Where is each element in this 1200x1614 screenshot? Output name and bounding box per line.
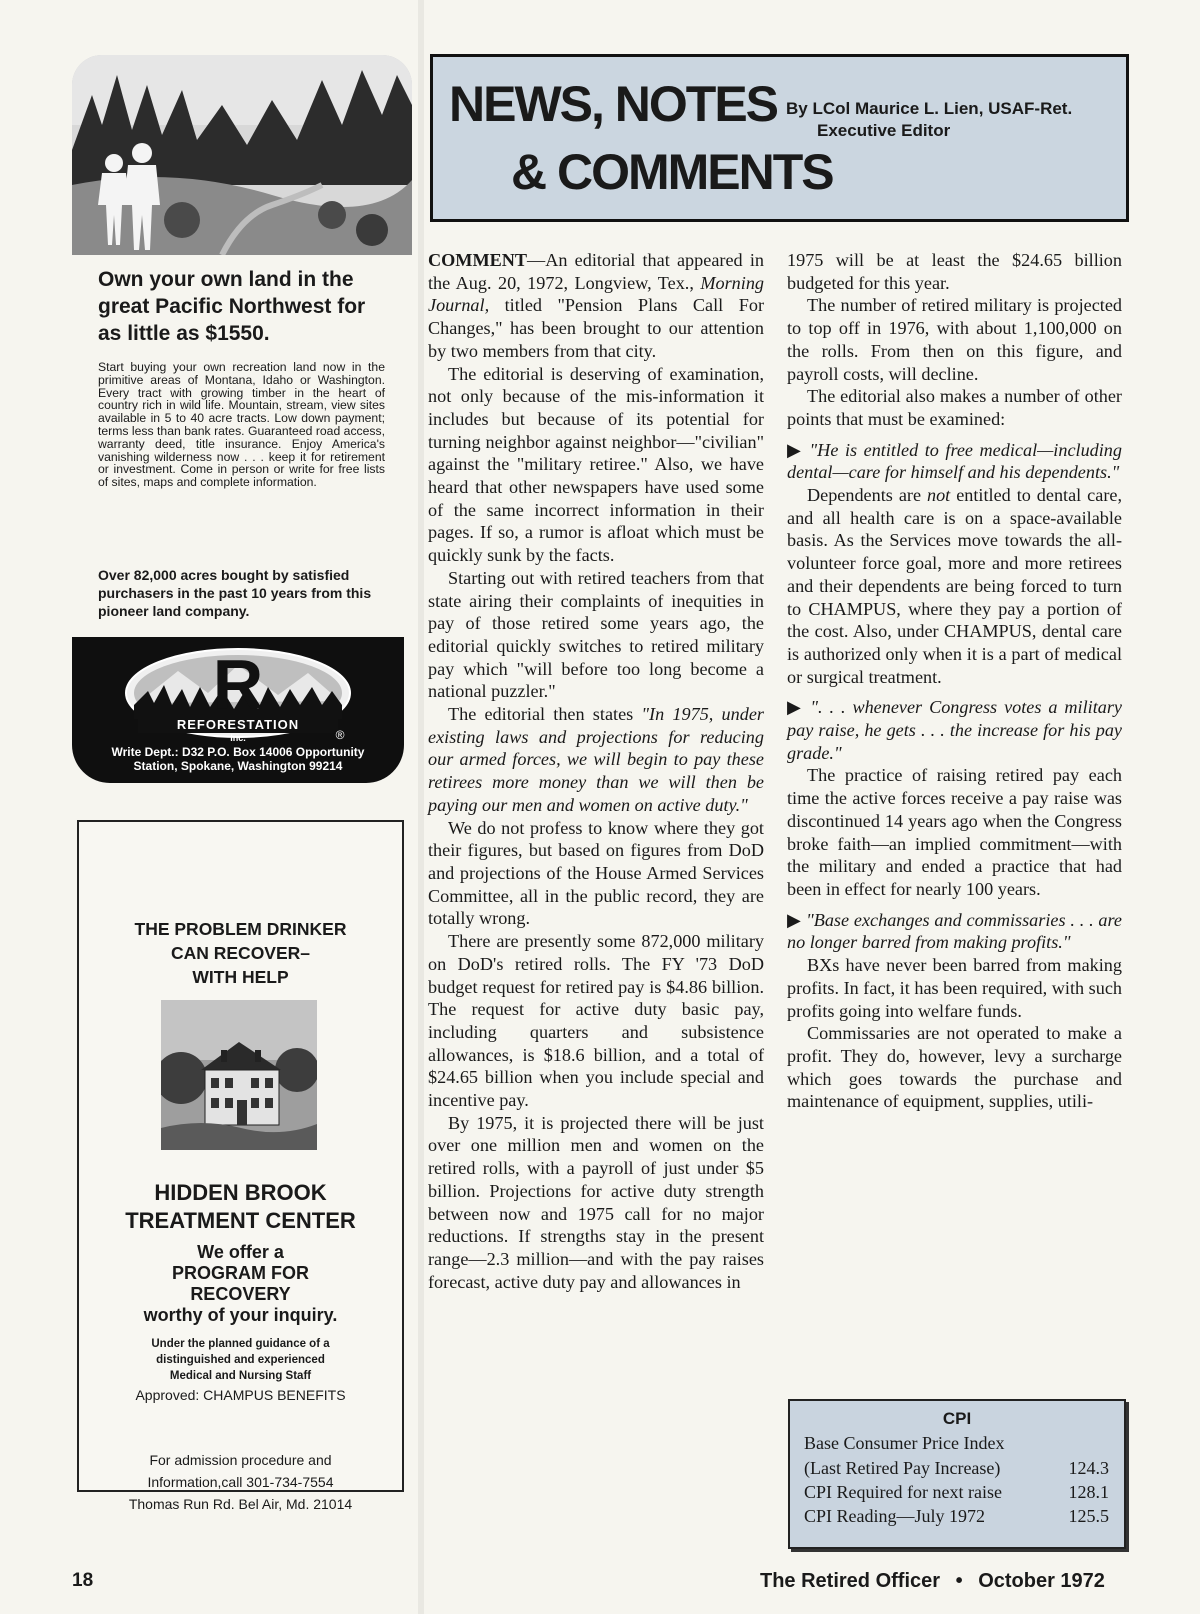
treatment-guidance-3: Medical and Nursing Staff — [169, 1370, 312, 1382]
quoted-claim — [787, 696, 1122, 764]
text-span: titled "Pension Plans Call For Changes," has been brought to our attention by two members from that city. — [428, 295, 764, 361]
treatment-name-1: HIDDEN BROOK — [154, 1180, 327, 1205]
text-span: The editorial then states — [448, 704, 642, 725]
publication-footer — [760, 1570, 1105, 1593]
cpi-label: (Last Retired Pay Increase) — [804, 1458, 1001, 1478]
bullet-icon: ▶ — [787, 697, 804, 718]
masthead-title-line-1: NEWS, NOTES — [449, 76, 778, 132]
article-paragraph: There are presently some 872,000 military on DoD's retired rolls. The FY '73 DoD budget request for retired pay is $4.86 billion. The request for active duty basic pay, including quarters and subsistence allowances, is $18.6 billion, and a total of $24.65 billion when you include special and incentive pay. — [428, 931, 764, 1111]
cpi-row-base: Base Consumer Price Index — [804, 1433, 1005, 1453]
article-paragraph: 1975 will be at least the $24.65 billion budgeted for this year. — [787, 250, 1122, 293]
treatment-headline-2: CAN RECOVER– — [170, 943, 311, 963]
treatment-offer-1: We offer a — [197, 1242, 284, 1262]
cpi-label: CPI Reading—July 1972 — [804, 1506, 986, 1526]
article-paragraph: The practice of raising retired pay each time the active forces receive a pay raise was discontinued 14 years ago when the Congress broke faith—an implied commitment—with the military and ended a practice that had been in effect for nearly 100 years. — [787, 765, 1122, 899]
wilderness-photo — [72, 55, 412, 255]
claim-text: "Base exchanges and commissaries . . . are no longer barred from making profits." — [787, 909, 1122, 953]
logo-inc: Inc. — [230, 733, 246, 743]
page-gutter — [418, 0, 424, 1614]
claim-text: "He is entitled to free medical—including dental—care for himself and his dependents." — [787, 439, 1122, 483]
article-column-1 — [428, 249, 764, 1293]
treatment-guidance-2: distinguished and experienced — [156, 1354, 325, 1366]
reforestation-logo — [118, 643, 358, 743]
logo-company-name: REFORESTATION — [176, 717, 300, 732]
editorial-quote: "In 1975, under existing laws and projections for reducing our armed forces, we will begin to pay these retirees more money than we will then be paying our men and women on active duty." — [428, 704, 764, 815]
land-ad-address — [72, 745, 404, 773]
page-number: 18 — [72, 1570, 94, 1591]
article-paragraph — [428, 249, 764, 363]
cpi-value: 125.5 — [1068, 1506, 1109, 1526]
text-span: entitled to dental care, and all health care is on a space-available basis. As the Services move towards the all-volunteer force goal, more and more retirees and their dependents are being forced to turn to CHAMPUS, where they pay a portion of the cost. Also, under CHAMPUS, dental care is authorized only when it is a part of medical or surgical treatment. — [787, 485, 1123, 687]
cpi-value: 124.3 — [1068, 1458, 1109, 1478]
treatment-contact-3: Thomas Run Rd. Bel Air, Md. 21014 — [128, 1496, 353, 1512]
treatment-name-2: TREATMENT CENTER — [125, 1208, 356, 1233]
treatment-guidance-1: Under the planned guidance of a — [151, 1338, 330, 1350]
claim-text: ". . . whenever Congress votes a military pay raise, he gets . . . the increase for his pay grade." — [787, 697, 1123, 763]
treatment-offer-3: RECOVERY — [190, 1284, 291, 1304]
treatment-offer-2: PROGRAM FOR — [172, 1263, 309, 1283]
article-paragraph: We do not profess to know where they got their figures, but based on figures from DoD and projections of the House Armed Services Committee, all in the public record, they are totally wrong. — [428, 817, 764, 929]
treatment-approved: Approved: CHAMPUS BENEFITS — [135, 1387, 346, 1403]
quoted-claim — [787, 909, 1122, 954]
treatment-center-ad — [77, 820, 404, 1512]
issue-date: October 1972 — [978, 1570, 1105, 1592]
article-paragraph — [787, 484, 1122, 688]
land-ad-headline: Own your own land in the great Pacific Northwest for as little as $1550. — [98, 268, 366, 345]
footer-separator: • — [955, 1570, 963, 1592]
article-column-2 — [787, 249, 1122, 1113]
article-paragraph: The editorial also makes a number of other points that must be examined: — [787, 386, 1122, 429]
treatment-offer-4: worthy of your inquiry. — [143, 1305, 338, 1325]
treatment-contact-2: Information,call 301-734-7554 — [147, 1474, 334, 1490]
article-paragraph: BXs have never been barred from making profits. In fact, it has been required, with such profits going into welfare funds. — [787, 955, 1122, 1021]
land-ad-body: Start buying your own recreation land now in the primitive areas of Montana, Idaho or Washington. Every tract with growing timber in the heart of country rich in wild life. Mountain, stream, view sites available in 5 to 40 acre tracts. Low down payment; terms less than bank rates. Guaranteed road access, warranty deed, title insurance. Enjoy America's vanishing wilderness now . . . keep it for retirement or investment. Come in person or write for free lists of sites, maps and complete information. — [98, 360, 385, 490]
article-paragraph — [428, 703, 764, 817]
treatment-contact-1: For admission procedure and — [149, 1452, 332, 1468]
cpi-row-reading — [804, 1504, 1109, 1528]
emphasis: not — [926, 485, 951, 506]
address-line-1: Write Dept.: D32 P.O. Box 14006 Opportunity — [111, 745, 365, 759]
text-span: —An editorial that appeared in the Aug. 20, 1972, Longview, Tex., — [428, 250, 764, 293]
cpi-value: 128.1 — [1068, 1482, 1109, 1502]
text-span: Dependents are — [807, 485, 927, 506]
cpi-title: CPI — [942, 1409, 972, 1428]
article-paragraph: Commissaries are not operated to make a profit. They do, however, levy a surcharge which goes towards the purchase and maintenance of equipment, supplies, utili- — [787, 1023, 1122, 1112]
byline-author: By LCol Maurice L. Lien, USAF-Ret. — [786, 99, 1073, 118]
article-paragraph: Starting out with retired teachers from that state airing their complaints of inequities in pay of those retired some years ago, the editorial quickly switches to retired military pay which "will before too long become a national puzzler." — [428, 567, 764, 702]
cpi-label: CPI Required for next raise — [804, 1482, 1002, 1502]
cpi-row-last-increase — [804, 1456, 1109, 1480]
column-masthead — [430, 54, 1129, 222]
land-ad-tagline: Over 82,000 acres bought by satisfied purchasers in the past 10 years from this pioneer land company. — [98, 567, 372, 619]
treatment-headline-1: THE PROBLEM DRINKER — [134, 919, 347, 939]
address-line-2: Station, Spokane, Washington 99214 — [133, 759, 343, 773]
cpi-row-required — [804, 1480, 1109, 1504]
logo-letter: R — [212, 645, 264, 723]
treatment-headline-3: WITH HELP — [192, 967, 289, 987]
cpi-box — [788, 1399, 1126, 1549]
masthead-title-line-2: & COMMENTS — [511, 144, 833, 200]
bullet-icon: ▶ — [787, 909, 802, 930]
newspaper-name: Morning Journal, — [428, 272, 764, 316]
article-paragraph: The editorial is deserving of examination, not only because of the mis-information it includes but because of its potential for turning neighbor against neighbor—"civilian" against the "military retiree." Also, we have heard that other newspapers have used some of the same incorrect information in their pages. If so, a rumor is afloat which must be quickly sunk by the facts. — [428, 363, 764, 566]
comment-lead: COMMENT — [428, 250, 528, 270]
article-paragraph: By 1975, it is projected there will be just over one million men and women on the retired rolls, with a payroll of just under $5 billion. Projections for active duty strength between now and 1975 call for no major reductions. If strengths stay in the present range—2.3 million—and with the pay raises forecast, active duty pay and allowances in — [428, 1112, 764, 1292]
mansion-drawing — [161, 1000, 317, 1150]
bullet-icon: ▶ — [787, 439, 803, 460]
byline-title: Executive Editor — [817, 121, 951, 140]
publication-name: The Retired Officer — [760, 1570, 941, 1592]
masthead-byline — [786, 98, 1072, 142]
reforestation-logo-box — [72, 637, 404, 783]
logo-registered-mark: ® — [335, 728, 345, 742]
article-paragraph: The number of retired military is projected to top off in 1976, with about 1,100,000 on the rolls. From then on this figure, and payroll costs, will decline. — [787, 295, 1122, 384]
quoted-claim — [787, 439, 1122, 484]
